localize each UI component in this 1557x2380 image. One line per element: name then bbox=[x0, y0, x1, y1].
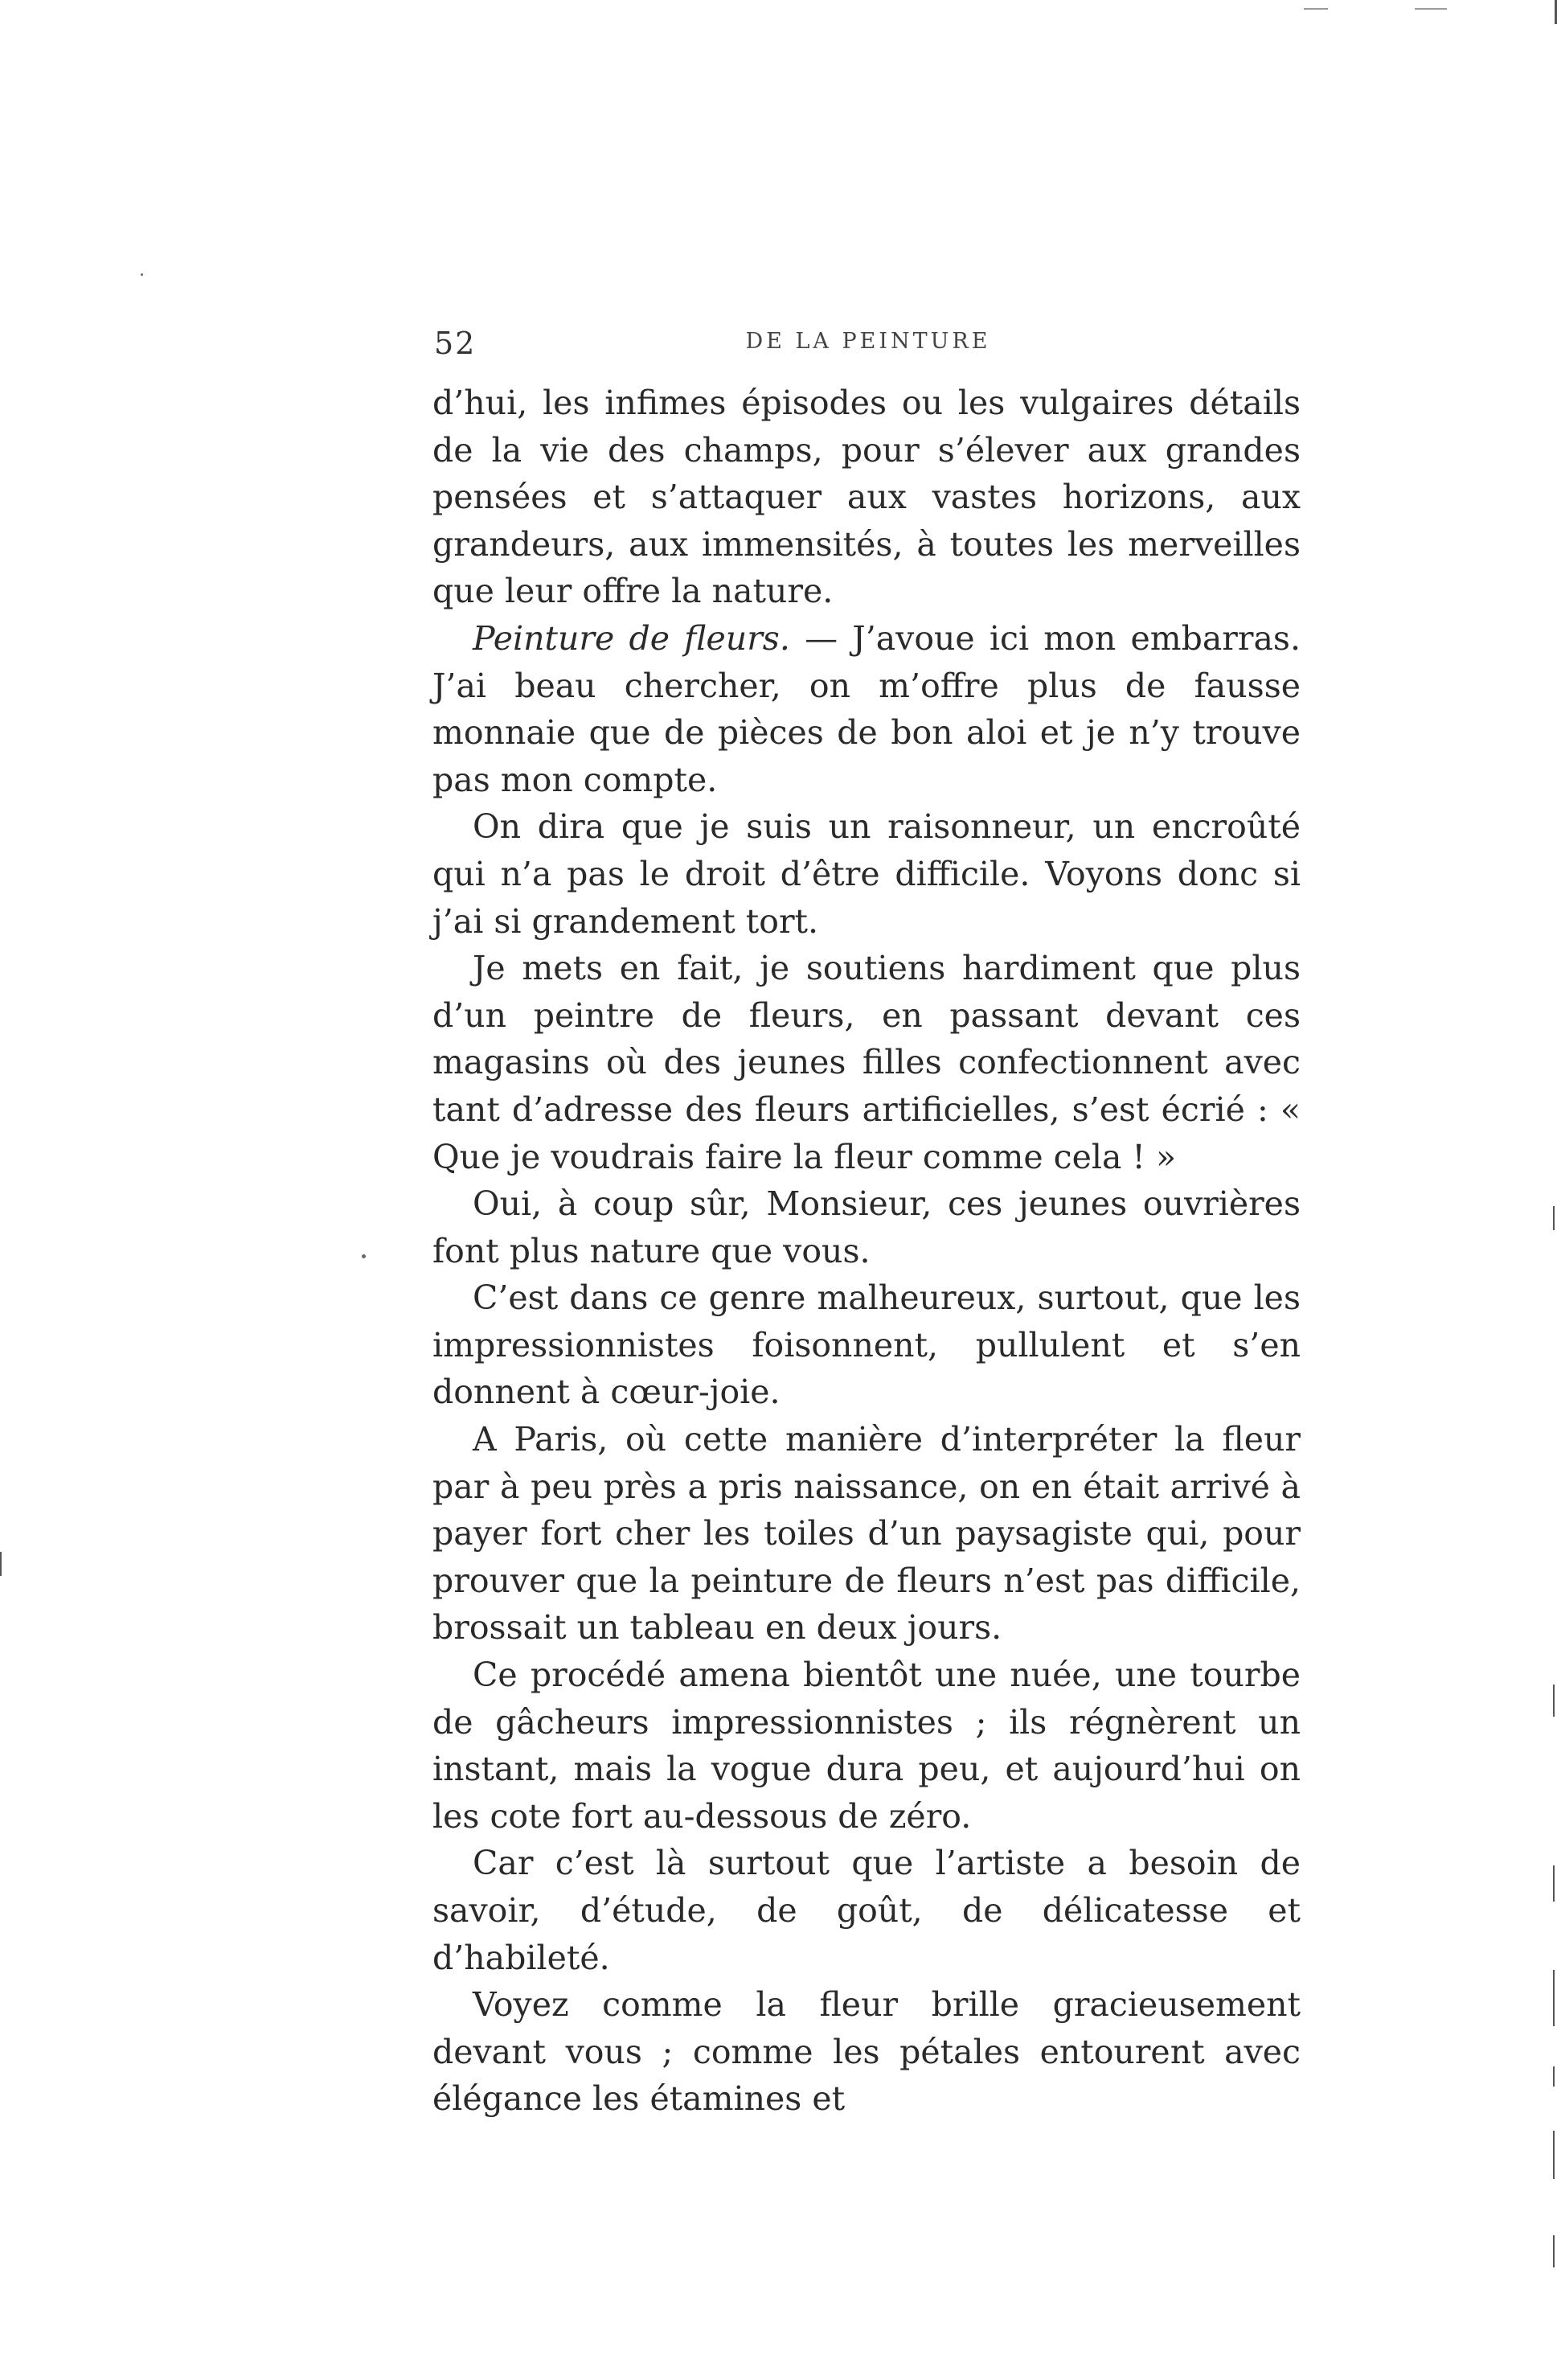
paragraph: Oui, à coup sûr, Monsieur, ces jeunes ouvrières font plus nature que vous. bbox=[432, 1184, 1301, 1270]
paragraph: On dira que je suis un raisonneur, un encroûté qui n’a pas le droit d’être difficile. Voyons donc si j’ai si grandement tort. bbox=[432, 807, 1301, 941]
running-head bbox=[434, 326, 1302, 366]
paragraph: d’hui, les infimes épisodes ou les vulgaires détails de la vie des champs, pour s’élever aux grandes pensées et s’attaquer aux vastes horizons, aux grandeurs, aux immensités, à toutes les merveilles que leur offre la nature. bbox=[432, 384, 1301, 611]
page-number: 52 bbox=[434, 326, 477, 361]
paragraph: Je mets en fait, je soutiens hardiment que plus d’un peintre de fleurs, en passant devant ces magasins où des jeunes filles confectionnent avec tant d’adresse des fleurs artificielles, s’est écrié : « Que je voudrais faire la fleur comme cela ! » bbox=[432, 949, 1301, 1176]
scan-speck bbox=[141, 273, 143, 276]
scan-edge-mark bbox=[1553, 2131, 1555, 2179]
scan-speck bbox=[362, 1254, 366, 1258]
scan-edge-mark bbox=[1415, 8, 1447, 10]
paragraph: A Paris, où cette manière d’interpréter la fleur par à peu près a pris naissance, on en était arrivé à payer fort cher les toiles d’un paysagiste qui, pour prouver que la peinture de fleurs n’est pas difficile, brossait un tableau en deux jours. bbox=[432, 1420, 1301, 1648]
paragraph: C’est dans ce genre malheureux, surtout, que les impressionnistes foisonnent, pullulent et s’en donnent à cœur-joie. bbox=[432, 1278, 1301, 1412]
section-heading: Peinture de fleurs. bbox=[473, 618, 790, 658]
paragraph: Car c’est là surtout que l’artiste a besoin de savoir, d’étude, de goût, de délicatesse et d’habileté. bbox=[432, 1844, 1301, 1977]
scan-edge-mark bbox=[1304, 8, 1328, 10]
paragraph: Voyez comme la fleur brille gracieusement devant vous ; comme les pétales entourent avec élégance les étamines et bbox=[432, 1985, 1301, 2119]
paragraph: Ce procédé amena bientôt une nuée, une tourbe de gâcheurs impressionnistes ; ils régnèrent un instant, mais la vogue dura peu, et aujourd’hui on les cote fort au-dessous de zéro. bbox=[432, 1656, 1301, 1836]
scan-edge-mark bbox=[1553, 2066, 1555, 2087]
scan-edge-mark bbox=[1553, 2235, 1555, 2267]
scan-edge-mark bbox=[0, 1552, 2, 1576]
running-title: DE LA PEINTURE bbox=[745, 329, 991, 354]
scan-edge-mark bbox=[1553, 1206, 1555, 1230]
scan-edge-mark bbox=[1553, 1865, 1555, 1902]
scan-edge-mark bbox=[1553, 1970, 1555, 2026]
paragraph-section-start bbox=[432, 615, 1301, 803]
paragraph-text: — J’avoue ici mon embarras. J’ai beau chercher, on m’offre plus de fausse monnaie que de pièces de bon aloi et je n’y trouve pas mon compte. bbox=[432, 618, 1301, 799]
scan-edge-mark bbox=[1553, 1684, 1555, 1717]
body-text bbox=[432, 380, 1301, 2123]
